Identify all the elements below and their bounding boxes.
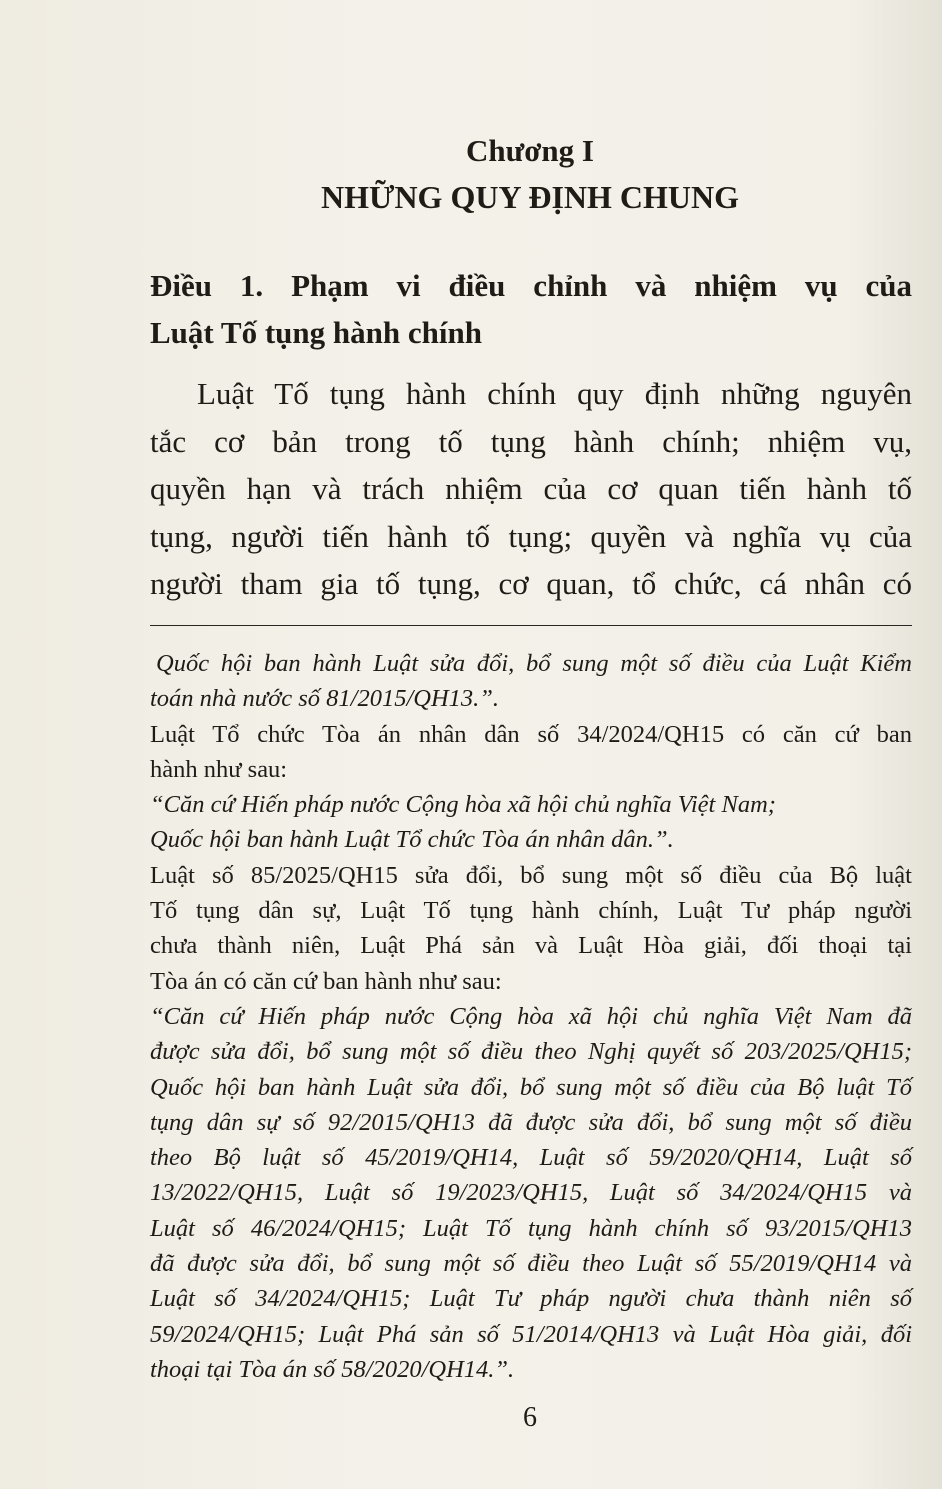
footnote-line: Quốc hội ban hành Luật sửa đổi, bổ sung một số điều của Luật Kiểm [156,650,912,677]
body-line: Luật Tố tụng hành chính quy định những nguyên [197,376,912,411]
body-line: quyền hạn và trách nhiệm của cơ quan tiến hành tố [150,471,912,506]
footnote-line: được sửa đổi, bổ sung một số điều theo Nghị quyết số 203/2025/QH15; [150,1038,912,1066]
article-heading-line: Luật Tố tụng hành chính [150,315,482,350]
footnote-line: “Căn cứ Hiến pháp nước Cộng hòa xã hội chủ nghĩa Việt Nam đã [150,1002,912,1030]
footnote-line: theo Bộ luật số 45/2019/QH14, Luật số 59/2020/QH14, Luật số [150,1144,912,1172]
chapter-number: Chương I [466,133,594,168]
footnote-line: tụng dân sự số 92/2015/QH13 đã được sửa đổi, bổ sung một số điều [150,1108,912,1136]
article-heading-line: Điều 1. Phạm vi điều chỉnh và nhiệm vụ của [150,268,912,303]
chapter-title: NHỮNG QUY ĐỊNH CHUNG [320,179,740,215]
footnote-line: chưa thành niên, Luật Phá sản và Luật Hòa giải, đối thoại tại [150,932,912,960]
footnote-divider [150,625,912,626]
footnote-block [150,646,912,1387]
footnote-line: Tòa án có căn cứ ban hành như sau: [150,967,502,995]
chapter-heading [150,128,910,220]
footnote-line: hành như sau: [150,755,288,783]
footnote-line: thoại tại Tòa án số 58/2020/QH14.”. [150,1355,515,1383]
footnote-line: đã được sửa đổi, bổ sung một số điều theo Luật số 55/2019/QH14 và [150,1250,912,1278]
footnote-line: Tố tụng dân sự, Luật Tố tụng hành chính, Luật Tư pháp người [150,897,912,925]
footnote-line: toán nhà nước số 81/2015/QH13.”. [150,685,500,713]
footnote-line: Luật số 46/2024/QH15; Luật Tố tụng hành chính số 93/2015/QH13 [150,1214,912,1242]
footnote-line: 59/2024/QH15; Luật Phá sản số 51/2014/QH13 và Luật Hòa giải, đối [150,1320,912,1348]
article-body [150,370,912,608]
footnote-line: Luật Tổ chức Tòa án nhân dân số 34/2024/QH15 có căn cứ ban [150,720,912,748]
footnote-line: Quốc hội ban hành Luật sửa đổi, bổ sung một số điều của Bộ luật Tố [150,1073,912,1101]
body-line: người tham gia tố tụng, cơ quan, tổ chức, cá nhân có [150,566,912,601]
footnote-line: “Căn cứ Hiến pháp nước Cộng hòa xã hội chủ nghĩa Việt Nam; [150,791,776,819]
footnote-line: Luật số 34/2024/QH15; Luật Tư pháp người chưa thành niên số [150,1285,912,1313]
footnote-line: 13/2022/QH15, Luật số 19/2023/QH15, Luật số 34/2024/QH15 và [150,1179,912,1207]
page-number: 6 [523,1402,537,1433]
footnote-line: Luật số 85/2025/QH15 sửa đổi, bổ sung một số điều của Bộ luật [150,861,912,889]
body-line: tắc cơ bản trong tố tụng hành chính; nhiệm vụ, [150,423,912,459]
article-heading [150,262,912,356]
footnote-line: Quốc hội ban hành Luật Tổ chức Tòa án nhân dân.”. [150,826,674,854]
body-line: tụng, người tiến hành tố tụng; quyền và nghĩa vụ của [150,518,912,554]
